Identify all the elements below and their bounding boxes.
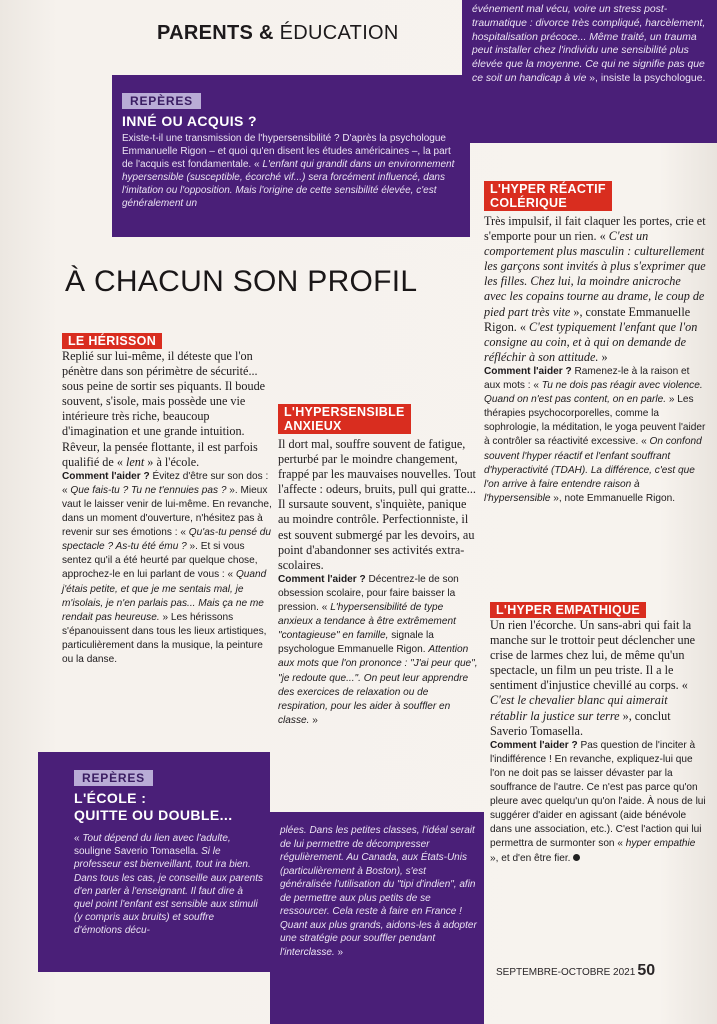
reperes-ecole-continuation-box <box>270 812 484 1024</box>
reperes-inne-continuation-box <box>462 0 717 143</box>
header-education: ÉDUCATION <box>279 22 399 44</box>
reperes-ecole-continuation: plées. Dans les petites classes, l'idéal serait de lui permettre de décompresser régulièrement. Au Canada, aux États-Unis (particulièrement à Boston), s'est généralisée l'utilisation du "tipi d'indien", afin de permettre aux plus petits de se ressourcer. Cela reste à faire en France ! Quant aux plus grands, aidons-les à adopter une stratégie pour souffler pendant l'interclasse. » <box>280 825 477 958</box>
label-colerique: L'HYPER RÉACTIF COLÉRIQUE <box>484 181 612 211</box>
reperes-inne-continuation: événement mal vécu, voire un stress post-traumatique : divorce très compliqué, harcèlement, hospitalisation précoce... Même traité, un trauma peut installer chez l'individu une sensibilité plus élevée que la moyenne. Ce qui ne signifie pas que ce soit un handicap à vie », insiste la psychologue. <box>472 4 706 84</box>
page-footer <box>496 962 655 980</box>
issue-date: SEPTEMBRE-OCTOBRE 2021 <box>496 967 636 978</box>
label-empathique: L'HYPER EMPATHIQUE <box>490 602 646 618</box>
header-parents: PARENTS <box>157 22 254 44</box>
reperes-ecole-tag: REPÈRES <box>74 770 153 786</box>
anxieux-advice: Comment l'aider ? Décentrez-le de son obsession scolaire, pour faire baisser la pression. « L'hypersensibilité de type anxieux a tendance à être extrêmement "contagieuse" en famille, signale la psychologue Emmanuelle Rigon. Attention aux mots que l'on prononce : "J'ai peur que", "je redoute que...". On peut leur apprendre des exercices de relaxation ou de respiration, pour les aider à souffler en classe. » <box>278 573 478 726</box>
colerique-intro: Très impulsif, il fait claquer les portes, crie et s'emporte pour un rien. « C'est un comportement plus masculin : culturellement les garçons sont invités à plus s'exprimer que les filles. Chez lui, la moindre anicroche avec les copains tourne au drame, le coup de pied part très vite », constate Emmanuelle Rigon. « C'est typiquement l'enfant que l'on consigne au coin, et à qui on demande de réfléchir à son attitude. » <box>484 214 706 364</box>
empathique-intro: Un rien l'écorche. Un sans-abri qui fait la manche sur le trottoir peut déclencher une crise de larmes chez lui, de même qu'un spectacle, un film un peu triste. Il a le sentiment d'injustice chevillé au corps. « C'est le chevalier blanc qui aimerait rétablir la justice sur terre », conclut Saverio Tomasella. <box>490 618 696 738</box>
anxieux-intro: Il dort mal, souffre souvent de fatigue, perturbé par le moindre changement, frappé par les mauvaises nouvelles. Tout l'affecte : odeurs, bruits, pull qui gratte... Il sursaute souvent, s'inquiète, panique au moindre contrôle. Perfectionniste, il est souvent submergé par les devoirs, au point d'abandonner ses activités extra-scolaires. <box>278 437 476 572</box>
page-number: 50 <box>637 962 656 979</box>
header-ampersand: & <box>259 22 274 44</box>
label-anxieux: L'HYPERSENSIBLE ANXIEUX <box>278 404 411 434</box>
colerique-column <box>484 214 706 506</box>
colerique-advice: Comment l'aider ? Ramenez-le à la raison et aux mots : « Tu ne dois pas réagir avec violence. Quand on n'est pas content, on en parle. » Les thérapies psychocorporelles, comme la sophrologie, la méditation, le yoga peuvent l'aider à contrôler sa réactivité excessive. « On confond souvent l'hyper réactif et l'enfant souffrant d'hyperactivité (TDAH). La différence, c'est que l'on arrive à faire entendre raison à l'hypersensible », note Emmanuelle Rigon. <box>484 365 706 504</box>
anxieux-column <box>278 437 478 728</box>
herisson-advice: Comment l'aider ? Évitez d'être sur son dos : « Que fais-tu ? Tu ne t'ennuies pas ? ». Mieux vaut le laisser venir de lui-même. En revanche, dans un moment d'ouverture, n'hésitez pas à revenir sur ses émotions : « Qu'as-tu pensé du spectacle ? As-tu été ému ? ». Et si vous sentez qu'il a été heurté par quelque chose, approchez-le en lui parlant de vous : « Quand j'étais petite, et que je me sentais mal, je m'isolais, je n'en parlais pas... Mais ça ne me rendait pas heureuse. » Les hérissons s'épanouissent dans tous les lieux artistiques, particulièrement dans la musique, la peinture ou la danse. <box>62 470 272 665</box>
label-herisson: LE HÉRISSON <box>62 333 162 349</box>
end-of-article-icon <box>573 854 580 861</box>
reperes-ecole-title: L'ÉCOLE : QUITTE OU DOUBLE... <box>74 790 233 823</box>
empathique-column <box>490 618 706 866</box>
section-header <box>157 22 437 45</box>
reperes-inne-text: Existe-t-il une transmission de l'hypersensibilité ? D'après la psychologue Emmanuelle Rigon – et quoi qu'en disent les études américaines –, la part de l'acquis est fondamentale. « L'enfant qui grandit dans un environnement hypersensible (susceptible, écorché vif...) sera forcément influencé, dans l'imitation ou l'opposition. Mais l'origine de cette sensibilité élevée, c'est généralement un <box>122 133 455 209</box>
herisson-column <box>62 349 272 667</box>
reperes-tag: REPÈRES <box>122 93 201 109</box>
herisson-intro: Replié sur lui-même, il déteste que l'on pénètre dans son périmètre de sécurité... sous peine de sortir ses piquants. Il boude souvent, s'isole, mais possède une vie intérieure très riche, beaucoup d'imagination et une grande intuition. Rêveur, la pensée flottante, il est parfois qualifié de « lent » à l'école. <box>62 349 266 469</box>
reperes-inne-title: INNÉ OU ACQUIS ? <box>122 113 257 129</box>
reperes-inne-box <box>112 75 470 237</box>
empathique-advice: Comment l'aider ? Pas question de l'inciter à l'indifférence ! En revanche, expliquez-lui que l'on ne doit pas se laisser dévaster par la souffrance de l'autre. Ce n'est pas parce qu'on pleure avec quelqu'un qu'on l'aide. À nous de lui suggérer d'aider en agissant (aide bénévole dans une association, etc.). C'est l'action qui lui permettra de surmonter son « hyper empathie », et d'en être fier. <box>490 739 706 864</box>
page-title: À CHACUN SON PROFIL <box>65 265 418 298</box>
reperes-ecole-box <box>38 752 270 972</box>
reperes-ecole-text: « Tout dépend du lien avec l'adulte, souligne Saverio Tomasella. Si le professeur est bienveillant, tout ira bien. Dans tous les cas, je conseille aux parents d'en parler à l'enseignant. Il faut dire à quel point l'enfant est sensible aux stimuli (y compris aux bruits) et souffre d'émotions décu- <box>74 833 263 937</box>
